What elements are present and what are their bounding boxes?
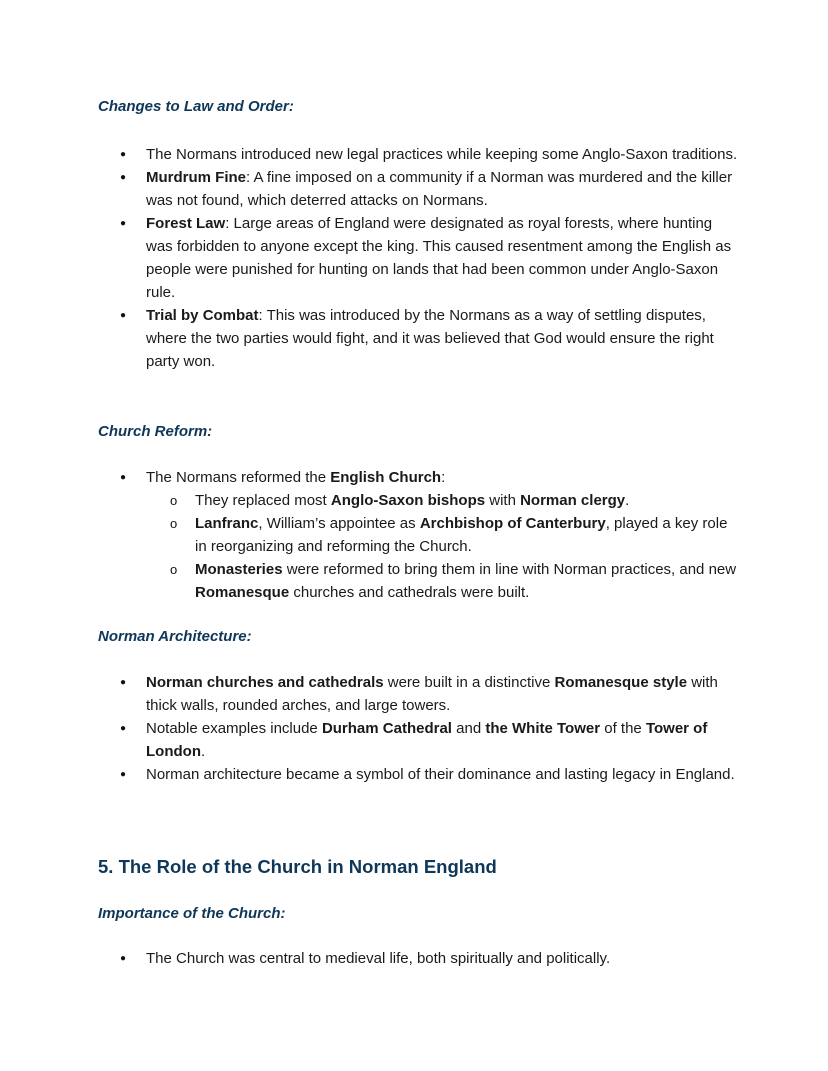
list-item <box>98 671 738 717</box>
list-item <box>98 166 738 212</box>
item-term: Anglo-Saxon bishops <box>330 492 486 509</box>
item-term: Norman churches and cathedrals <box>146 674 384 691</box>
item-term: the White Tower <box>485 720 601 737</box>
law-order-list <box>98 143 738 373</box>
importance-church-heading: Importance of the Church: <box>98 905 286 922</box>
list-item <box>98 212 738 304</box>
item-text: They replaced most <box>195 492 331 509</box>
item-text: . <box>200 743 206 760</box>
item-term: Murdrum Fine <box>146 169 246 186</box>
item-text: : <box>441 469 446 486</box>
item-text: and <box>451 720 486 737</box>
list-item <box>98 143 738 166</box>
item-term: Tower of London <box>146 720 708 760</box>
item-text: . <box>625 492 630 509</box>
architecture-list <box>98 671 738 786</box>
church-reform-list <box>98 466 738 604</box>
item-text: churches and cathedrals were built. <box>289 584 530 601</box>
item-text: : A fine imposed on a community if a Norman was murdered and the killer was not found, which deterred attacks on Normans. <box>146 169 733 209</box>
sub-list-item <box>146 558 738 604</box>
item-text: Notable examples include <box>146 720 322 737</box>
sub-list-item <box>146 512 738 558</box>
item-text: were built in a distinctive <box>383 674 555 691</box>
item-term: Romanesque style <box>554 674 688 691</box>
item-term: English Church <box>330 469 442 486</box>
item-text: The Normans introduced new legal practices while keeping some Anglo-Saxon traditions. <box>146 146 738 163</box>
item-term: Lanfranc <box>195 515 259 532</box>
item-term: Archbishop of Canterbury <box>419 515 606 532</box>
item-text: , played a key role in reorganizing and reforming the Church. <box>195 515 728 555</box>
item-text: were reformed to bring them in line with Norman practices, and new <box>282 561 737 578</box>
list-item <box>98 947 738 970</box>
item-text: with thick walls, rounded arches, and large towers. <box>146 674 718 714</box>
list-item <box>98 304 738 373</box>
item-text: The Normans reformed the <box>146 469 331 486</box>
item-text: The Church was central to medieval life, both spiritually and politically. <box>146 950 611 967</box>
item-text: of the <box>600 720 646 737</box>
section-title: 5. The Role of the Church in Norman England <box>98 856 497 877</box>
item-term: Forest Law <box>146 215 226 232</box>
law-order-heading: Changes to Law and Order: <box>98 98 294 115</box>
list-item <box>98 466 738 604</box>
sub-list-item <box>146 489 738 512</box>
item-term: Trial by Combat <box>146 307 259 324</box>
church-importance-list <box>98 947 738 970</box>
item-text: , William’s appointee as <box>258 515 420 532</box>
item-term: Durham Cathedral <box>321 720 452 737</box>
item-term: Norman clergy <box>520 492 626 509</box>
item-text: : This was introduced by the Normans as a way of settling disputes, where the two parties would fight, and it was believed that God would ensure the right party won. <box>146 307 714 370</box>
norman-architecture-heading: Norman Architecture: <box>98 628 252 645</box>
list-item <box>98 717 738 763</box>
item-text: : Large areas of England were designated as royal forests, where hunting was forbidden to anyone except the king. This caused resentment among the English as people were punished for hunting on lands that had been common under Anglo-Saxon rule. <box>146 215 732 301</box>
item-term: Monasteries <box>195 561 283 578</box>
church-reform-sublist <box>146 489 738 604</box>
item-term: Romanesque <box>195 584 290 601</box>
church-reform-heading: Church Reform: <box>98 423 213 440</box>
item-text: with <box>485 492 521 509</box>
item-text: Norman architecture became a symbol of their dominance and lasting legacy in England. <box>146 766 735 783</box>
list-item <box>98 763 738 786</box>
